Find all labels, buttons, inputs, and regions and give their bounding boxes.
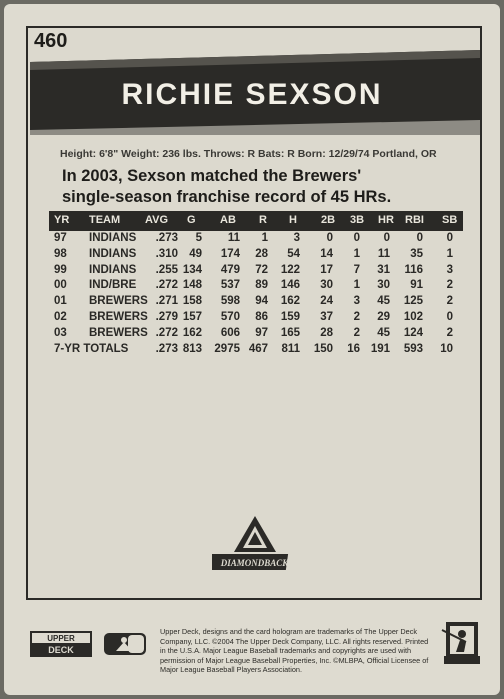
cell-avg: .310 [155,247,178,260]
cell-avg: .272 [155,279,178,292]
cell-rbi: 124 [403,326,423,339]
cell-sb: 0 [446,232,453,244]
cell-sb: 10 [440,342,453,355]
cell-2b: 150 [313,342,333,355]
cell-yr: 7-YR TOTALS [54,342,129,355]
cell-g: 157 [182,310,202,323]
header-h: H [289,214,297,226]
cell-3b: 2 [353,310,360,323]
table-row [49,247,463,263]
svg-text:DECK: DECK [48,645,74,655]
stats-header [49,211,463,231]
cell-hr: 45 [377,326,390,339]
header-sb: SB [442,214,458,226]
table-row [49,294,463,310]
cell-hr: 30 [377,279,390,292]
header-rbi: RBI [405,214,424,226]
cell-r: 97 [255,326,268,339]
legal-text: Upper Deck, designs and the card hologram are trademarks of The Upper Deck Company, LLC. ©2004 The Upper Deck Company, LLC. All rights reserved. Printed in the U.S.A. Major League Baseball trademarks and copyrights are used with permission of Major League Baseball Properties, Inc. ©MLBPA, Official Licensee of Major League Baseball Players Association. [160,627,429,675]
cell-3b: 3 [353,295,360,308]
cell-hr: 0 [383,232,390,244]
cell-g: 5 [195,232,202,244]
cell-3b: 1 [353,247,360,260]
cell-h: 159 [280,310,300,323]
header-ab: AB [220,214,236,226]
cell-h: 3 [293,232,300,244]
cell-team: IND/BRE [89,279,137,292]
header-yr: YR [54,214,70,226]
cell-r: 72 [255,263,268,276]
cell-sb: 2 [446,279,453,292]
cell-g: 49 [189,247,202,260]
team-logo-text: DIAMONDBACKS [220,558,294,568]
cell-g: 148 [182,279,202,292]
cell-team: INDIANS [89,247,137,260]
header-team: TEAM [89,214,121,226]
cell-hr: 11 [377,247,390,260]
cell-hr: 29 [377,310,390,323]
cell-sb: 2 [446,326,453,339]
cell-r: 89 [255,279,268,292]
cell-h: 162 [280,295,300,308]
cell-team: BREWERS [89,310,148,323]
cell-r: 28 [255,247,268,260]
cell-r: 94 [255,295,268,308]
cell-avg: .255 [155,263,178,276]
cell-yr: 98 [54,247,67,260]
cell-2b: 17 [320,263,333,276]
cell-ab: 174 [220,247,240,260]
cell-ab: 606 [220,326,240,339]
cell-sb: 2 [446,295,453,308]
cell-r: 1 [261,232,268,244]
table-row [49,326,463,342]
cell-avg: .272 [155,326,178,339]
cell-r: 86 [255,310,268,323]
cell-rbi: 91 [410,279,423,292]
mlb-logo-icon [104,633,146,655]
cell-rbi: 0 [416,232,423,244]
cell-rbi: 35 [410,247,423,260]
cell-yr: 97 [54,232,67,244]
cell-2b: 14 [320,247,333,260]
table-row [49,231,463,247]
cell-2b: 0 [326,232,333,244]
cell-avg: .273 [155,342,178,355]
cell-g: 134 [182,263,202,276]
cell-yr: 00 [54,279,67,292]
cell-avg: .273 [155,232,178,244]
cell-yr: 02 [54,310,67,323]
cell-hr: 31 [377,263,390,276]
header-r: R [259,214,267,226]
cell-yr: 99 [54,263,67,276]
cell-3b: 1 [353,279,360,292]
cell-avg: .279 [155,310,178,323]
header-g: G [187,214,196,226]
header-hr: HR [378,214,394,226]
cell-g: 162 [182,326,202,339]
cell-ab: 570 [220,310,240,323]
cell-3b: 2 [353,326,360,339]
header-avg: AVG [145,214,169,226]
cell-avg: .271 [155,295,178,308]
cell-ab: 479 [220,263,240,276]
cell-ab: 2975 [214,342,240,355]
cell-h: 165 [280,326,300,339]
highlight-text [62,166,472,208]
cell-h: 811 [281,342,300,355]
stats-rows [49,231,463,357]
cell-3b: 16 [347,342,360,355]
table-row [49,278,463,294]
cell-rbi: 125 [403,295,423,308]
cell-rbi: 102 [403,310,423,323]
cell-team: INDIANS [89,232,137,244]
cell-ab: 11 [227,232,240,244]
cell-g: 813 [182,342,202,355]
cell-h: 122 [280,263,300,276]
cell-rbi: 593 [403,342,423,355]
cell-2b: 37 [320,310,333,323]
cell-hr: 45 [377,295,390,308]
diamondbacks-logo-icon [212,512,298,584]
cell-sb: 3 [446,263,453,276]
cell-2b: 30 [320,279,333,292]
cell-yr: 03 [54,326,67,339]
card-number: 460 [34,30,68,52]
cell-ab: 598 [220,295,240,308]
cell-team: BREWERS [89,295,148,308]
cell-team: INDIANS [89,263,137,276]
cell-2b: 24 [320,295,333,308]
cell-sb: 0 [446,310,453,323]
cell-3b: 0 [353,232,360,244]
player-name: RICHIE SEXSON [121,78,383,111]
player-bio: Height: 6'8" Weight: 236 lbs. Throws: R Bats: R Born: 12/29/74 Portland, OR [60,148,437,160]
cell-h: 54 [287,247,300,260]
cell-yr: 01 [54,295,67,308]
stats-table [49,211,463,357]
cell-sb: 1 [446,247,453,260]
cell-team: BREWERS [89,326,148,339]
header-3b: 3B [350,214,365,226]
cell-r: 467 [248,342,268,355]
cell-3b: 7 [353,263,360,276]
cell-2b: 28 [320,326,333,339]
cell-rbi: 116 [404,263,423,276]
upper-deck-logo-icon [30,625,92,663]
highlight-line-2: single-season franchise record of 45 HRs. [62,188,392,206]
mlbpa-players-icon [436,620,482,668]
header-2b: 2B [321,214,336,226]
cell-g: 158 [182,295,202,308]
cell-hr: 191 [370,342,390,355]
cell-ab: 537 [220,279,240,292]
table-row [49,263,463,279]
svg-text:UPPER: UPPER [47,634,75,643]
totals-row [49,342,463,358]
table-row [49,310,463,326]
highlight-line-1: In 2003, Sexson matched the Brewers' [62,167,362,185]
cell-h: 146 [280,279,300,292]
